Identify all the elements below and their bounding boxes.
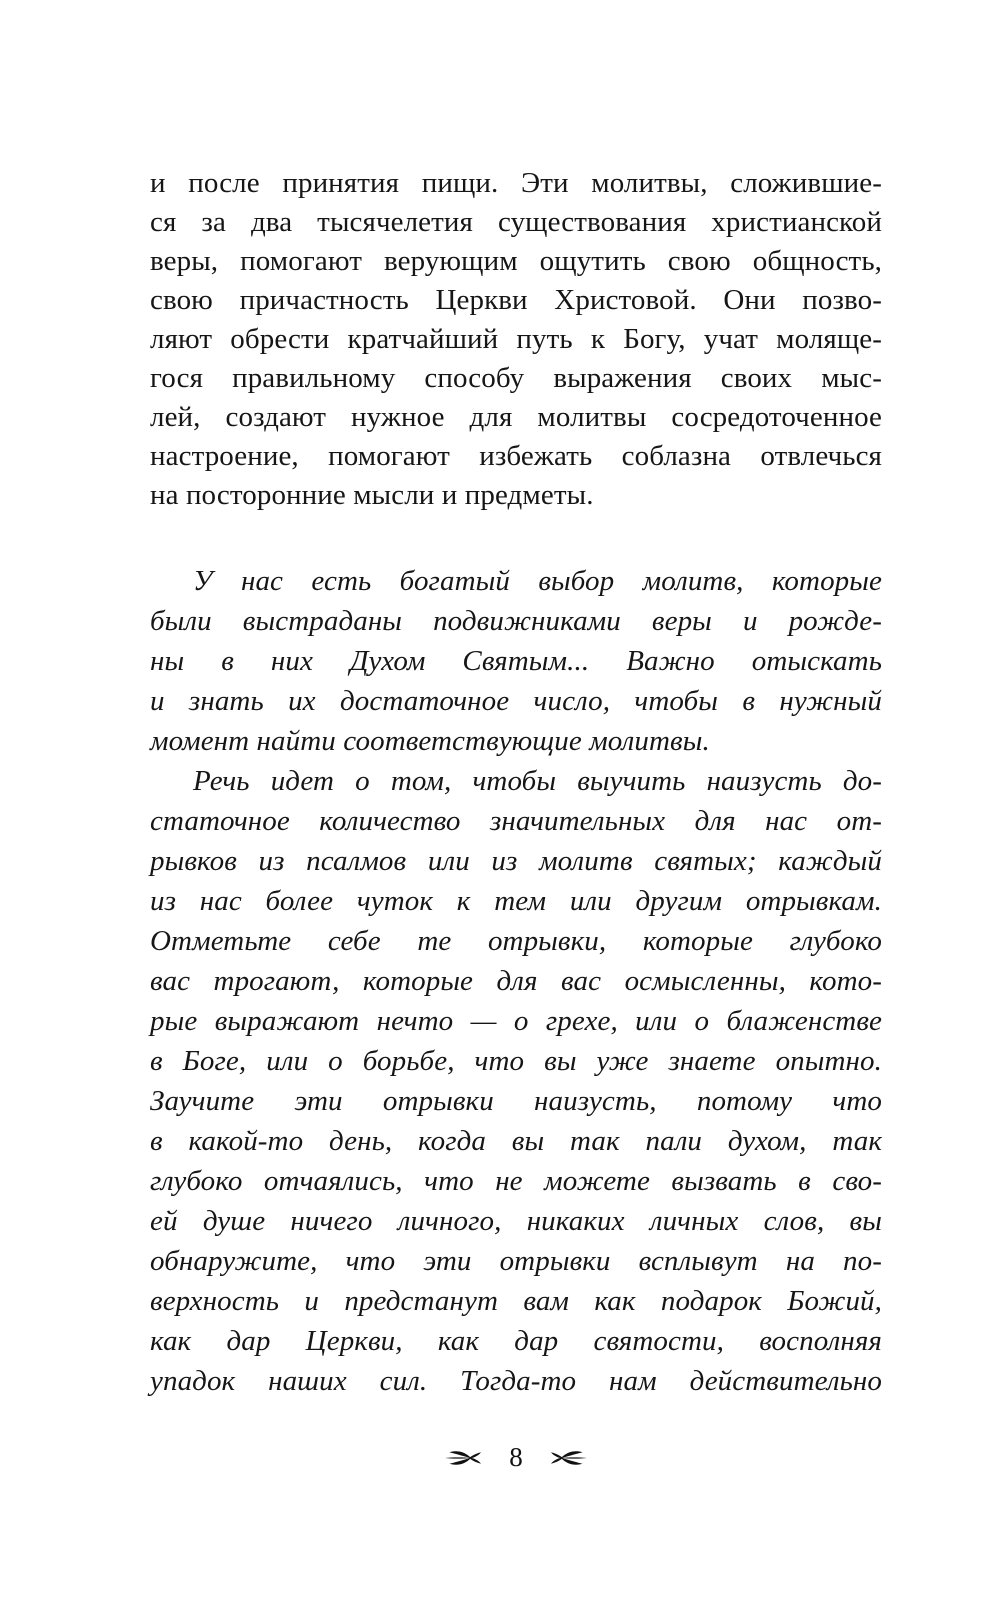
text-line: Отметьте себе те отрывки, которые глубоко bbox=[150, 925, 882, 957]
text-line: Речь идет о том, чтобы выучить наизусть до- bbox=[193, 765, 882, 797]
leaf-ornament-left-icon bbox=[444, 1449, 482, 1467]
text-line: настроение, помогают избежать соблазна отвлечься bbox=[150, 440, 882, 472]
text-line: статочное количество значительных для нас от- bbox=[150, 805, 882, 837]
text-line: ны в них Духом Святым... Важно отыскать bbox=[150, 645, 882, 677]
text-line: на посторонние мысли и предметы. bbox=[150, 479, 594, 511]
text-line: глубоко отчаялись, что не можете вызвать в сво- bbox=[150, 1165, 882, 1197]
text-line: как дар Церкви, как дар святости, восполняя bbox=[150, 1325, 882, 1357]
text-line: рые выражают нечто — о грехе, или о блаженстве bbox=[150, 1005, 882, 1037]
text-line: были выстраданы подвижниками веры и рожде- bbox=[150, 605, 882, 637]
text-line: рывков из псалмов или из молитв святых; каждый bbox=[150, 845, 882, 877]
text-line: гося правильному способу выражения своих мыс- bbox=[150, 362, 882, 394]
text-line: Заучите эти отрывки наизусть, потому что bbox=[150, 1085, 882, 1117]
page-footer bbox=[150, 1444, 882, 1471]
text-line: упадок наших сил. Тогда-то нам действительно bbox=[150, 1365, 882, 1397]
text-line: веры, помогают верующим ощутить свою общность, bbox=[150, 245, 882, 277]
text-line: У нас есть богатый выбор молитв, которые bbox=[193, 565, 882, 597]
text-line: и после принятия пищи. Эти молитвы, сложившие- bbox=[150, 167, 882, 199]
page-text bbox=[150, 164, 882, 1401]
text-line: лей, создают нужное для молитвы сосредоточенное bbox=[150, 401, 882, 433]
text-line: свою причастность Церкви Христовой. Они позво- bbox=[150, 284, 882, 316]
text-line: ляют обрести кратчайший путь к Богу, учат моляще- bbox=[150, 323, 882, 355]
text-line: обнаружите, что эти отрывки всплывут на по- bbox=[150, 1245, 882, 1277]
text-line: ей душе ничего личного, никаких личных слов, вы bbox=[150, 1205, 882, 1237]
paragraph-2 bbox=[150, 561, 882, 761]
text-line: из нас более чуток к тем или другим отрывкам. bbox=[150, 885, 882, 917]
text-line: вас трогают, которые для вас осмысленны, кото- bbox=[150, 965, 882, 997]
text-line: верхность и предстанут вам как подарок Божий, bbox=[150, 1285, 882, 1317]
paragraph-1 bbox=[150, 164, 882, 515]
text-line: момент найти соответствующие молитвы. bbox=[150, 725, 710, 757]
leaf-ornament-right-icon bbox=[550, 1449, 588, 1467]
paragraph-3 bbox=[150, 761, 882, 1401]
page-number: 8 bbox=[509, 1442, 523, 1472]
text-line: в какой-то день, когда вы так пали духом, так bbox=[150, 1125, 882, 1157]
text-line: в Боге, или о борьбе, что вы уже знаете опытно. bbox=[150, 1045, 882, 1077]
text-line: ся за два тысячелетия существования христианской bbox=[150, 206, 882, 238]
text-line: и знать их достаточное число, чтобы в нужный bbox=[150, 685, 882, 717]
